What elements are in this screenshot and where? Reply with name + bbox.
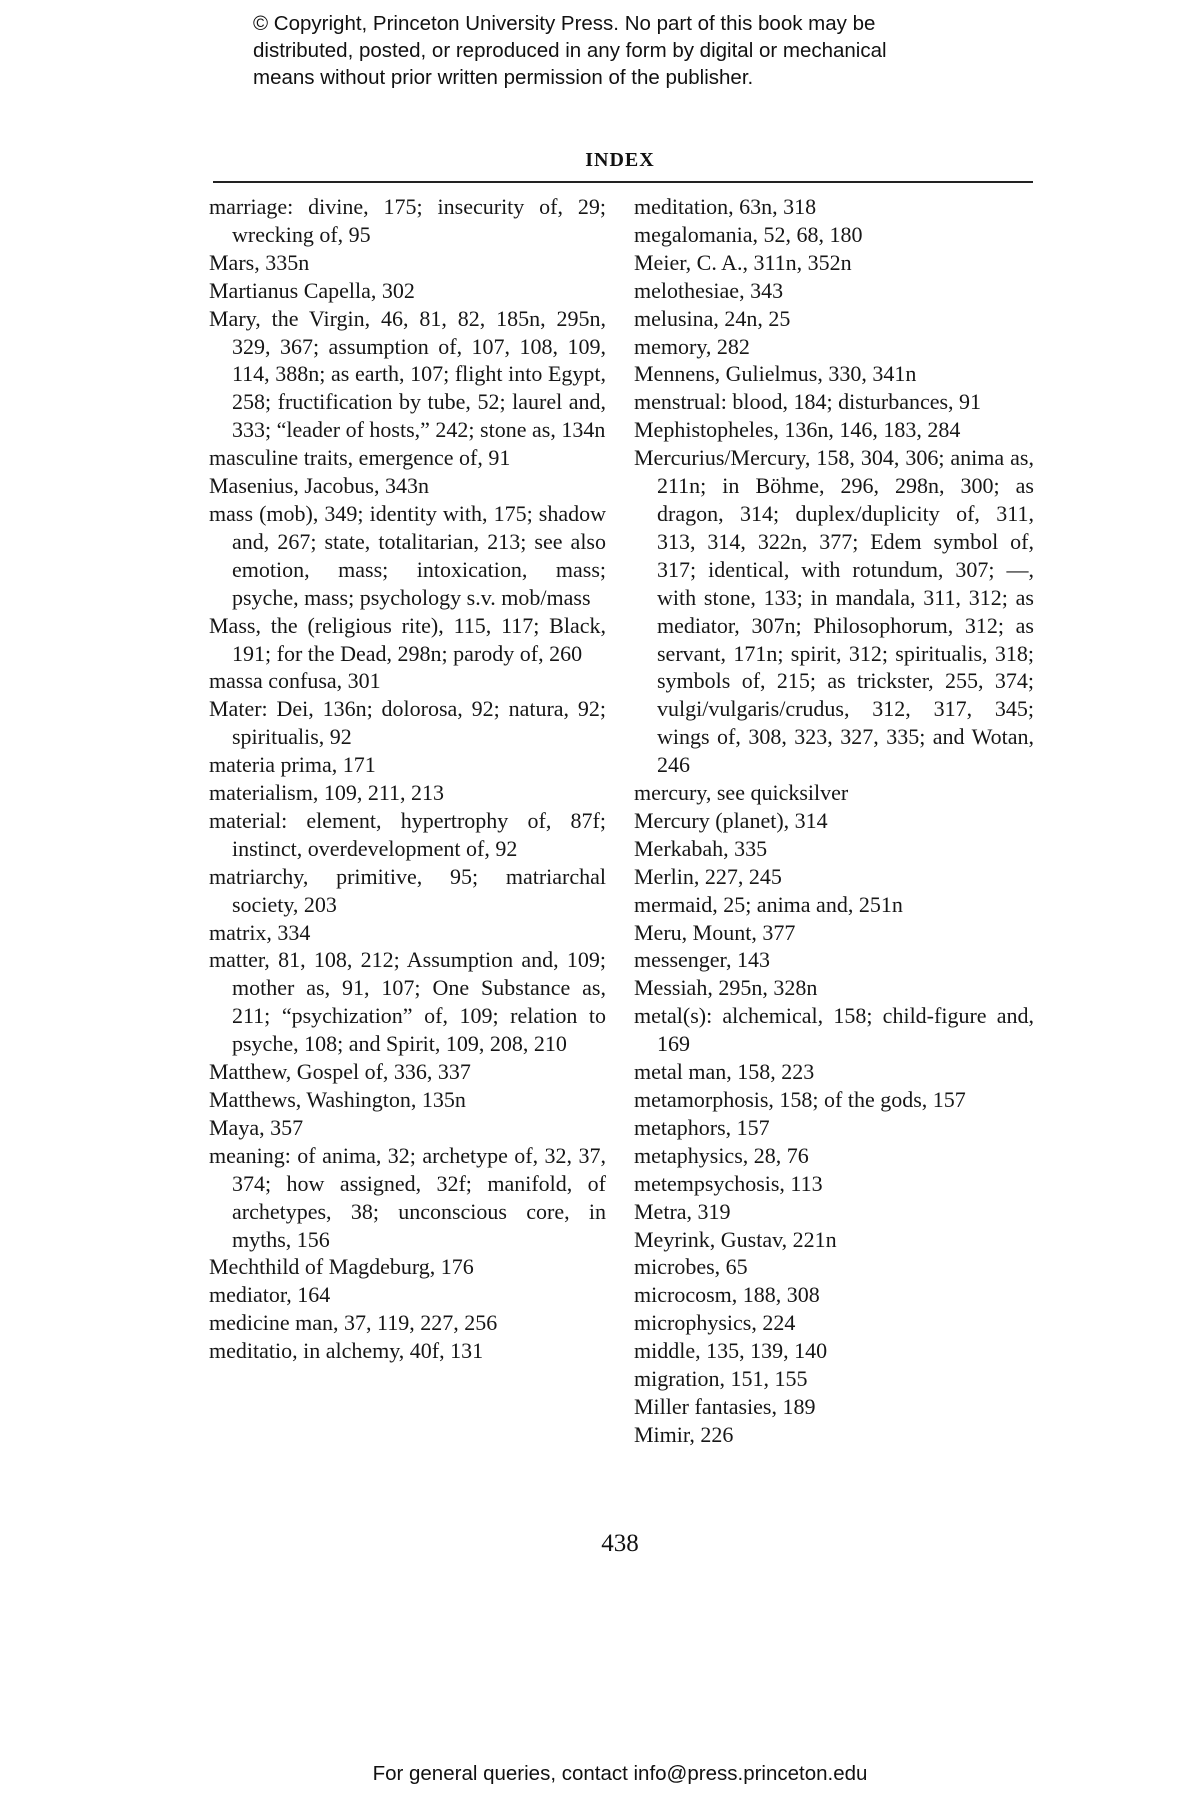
index-entry: Mercury (planet), 314 [634, 807, 828, 833]
index-entry: microcosm, 188, 308 [634, 1282, 820, 1308]
index-entry: Mercurius/Mercury, 158, 304, 306; anima as, 211n; in Böhme, 296, 298n, 300; as dragon, 314; duplex/duplicity of, 311, 313, 314, 322n, 377; Edem symbol of, 317; identical, with rotundum, 307; —, with stone, 133; in mandala, 311, 312; as mediator, 307n; Philosophorum, 312; as servant, 171n; spirit, 312; spiritualis, 318; symbols of, 215; as trickster, 255, 374; vulgi/vulgaris/crudus, 312, 317, 345; wings of, 308, 323, 327, 335; and Wotan, 246 [634, 445, 1034, 778]
index-entry: mass (mob), 349; identity with, 175; shadow and, 267; state, totalitarian, 213; see also emotion, mass; intoxication, mass; psyche, mass; psychology s.v. mob/mass [209, 500, 606, 610]
index-entry: Matthew, Gospel of, 336, 337 [209, 1059, 471, 1085]
index-entry: Meier, C. A., 311n, 352n [634, 249, 852, 275]
index-entry: Mephistopheles, 136n, 146, 183, 284 [634, 417, 961, 443]
index-entry: mercury, see quicksilver [634, 780, 849, 806]
index-entry: microphysics, 224 [634, 1310, 796, 1336]
index-entry: melothesiae, 343 [634, 277, 784, 303]
index-entry: meditation, 63n, 318 [634, 194, 817, 219]
index-entry: melusina, 24n, 25 [634, 305, 791, 331]
index-entry: menstrual: blood, 184; disturbances, 91 [634, 389, 982, 415]
copyright-line: © Copyright, Princeton University Press. No part of this book may be [253, 12, 876, 35]
index-entry: Mechthild of Magdeburg, 176 [209, 1254, 474, 1280]
index-entry: matrix, 334 [209, 919, 311, 945]
index-entry: meditatio, in alchemy, 40f, 131 [209, 1338, 484, 1364]
index-entry: Matthews, Washington, 135n [209, 1087, 466, 1112]
index-entry: Masenius, Jacobus, 343n [209, 473, 429, 499]
index-entry: Merlin, 227, 245 [634, 863, 782, 889]
copyright-line: means without prior written permission of the publisher. [253, 66, 754, 89]
index-entry: messenger, 143 [634, 947, 770, 973]
index-column-left [209, 193, 606, 1365]
index-entry: materialism, 109, 211, 213 [209, 780, 445, 806]
index-entry: microbes, 65 [634, 1254, 748, 1280]
index-entry: matter, 81, 108, 212; Assumption and, 109; mother as, 91, 107; One Substance as, 211; “psychization” of, 109; relation to psyche, 108; and Spirit, 109, 208, 210 [209, 947, 606, 1057]
index-entry: metaphors, 157 [634, 1114, 770, 1140]
index-entry: memory, 282 [634, 333, 750, 359]
index-entry: massa confusa, 301 [209, 668, 381, 694]
index-entry: matriarchy, primitive, 95; matriarchal society, 203 [209, 863, 606, 917]
index-entry: Maya, 357 [209, 1114, 304, 1140]
index-entry: metaphysics, 28, 76 [634, 1142, 809, 1168]
index-entry: meaning: of anima, 32; archetype of, 32, 37, 374; how assigned, 32f; manifold, of archetypes, 38; unconscious core, in myths, 156 [209, 1142, 606, 1252]
contact-footer: For general queries, contact info@press.princeton.edu [372, 1762, 868, 1785]
index-entry: metal(s): alchemical, 158; child-figure and, 169 [634, 1003, 1034, 1057]
index-entry: Mater: Dei, 136n; dolorosa, 92; natura, 92; spiritualis, 92 [209, 696, 606, 750]
index-entry: middle, 135, 139, 140 [634, 1338, 828, 1364]
index-entry: migration, 151, 155 [634, 1366, 808, 1392]
index-entry: mermaid, 25; anima and, 251n [634, 891, 903, 917]
index-entry: Meyrink, Gustav, 221n [634, 1226, 837, 1252]
index-entry: Mary, the Virgin, 46, 81, 82, 185n, 295n, 329, 367; assumption of, 107, 108, 109, 114, 388n; as earth, 107; flight into Egypt, 258; fructification by tube, 52; laurel and, 333; “leader of hosts,” 242; stone as, 134n [209, 305, 606, 443]
index-entry: Metra, 319 [634, 1198, 731, 1224]
index-entry: megalomania, 52, 68, 180 [634, 221, 863, 247]
index-entry: material: element, hypertrophy of, 87f; instinct, overdevelopment of, 92 [209, 807, 606, 861]
index-entry: Mass, the (religious rite), 115, 117; Black, 191; for the Dead, 298n; parody of, 260 [209, 612, 606, 666]
index-entry: Meru, Mount, 377 [634, 919, 796, 945]
index-entry: Mars, 335n [209, 249, 310, 275]
index-entry: metal man, 158, 223 [634, 1059, 815, 1085]
index-entry: mediator, 164 [209, 1282, 331, 1308]
index-entry: Messiah, 295n, 328n [634, 975, 818, 1001]
heading-rule [213, 181, 1033, 183]
index-column-right [634, 193, 1034, 1449]
index-entry: Merkabah, 335 [634, 835, 768, 861]
page-number: 438 [601, 1530, 639, 1557]
index-entry: metamorphosis, 158; of the gods, 157 [634, 1087, 966, 1112]
copyright-line: distributed, posted, or reproduced in any form by digital or mechanical [253, 39, 887, 62]
index-entry: Miller fantasies, 189 [634, 1393, 816, 1419]
index-entry: medicine man, 37, 119, 227, 256 [209, 1310, 498, 1336]
index-entry: Martianus Capella, 302 [209, 277, 415, 303]
index-entry: masculine traits, emergence of, 91 [209, 445, 511, 471]
index-entry: Mennens, Gulielmus, 330, 341n [634, 361, 917, 387]
index-entry: Mimir, 226 [634, 1421, 734, 1447]
index-entry: materia prima, 171 [209, 752, 376, 778]
copyright-notice [253, 10, 1013, 91]
index-entry: marriage: divine, 175; insecurity of, 29; wrecking of, 95 [209, 194, 606, 247]
page-heading: INDEX [585, 149, 655, 171]
index-entry: metempsychosis, 113 [634, 1170, 823, 1196]
